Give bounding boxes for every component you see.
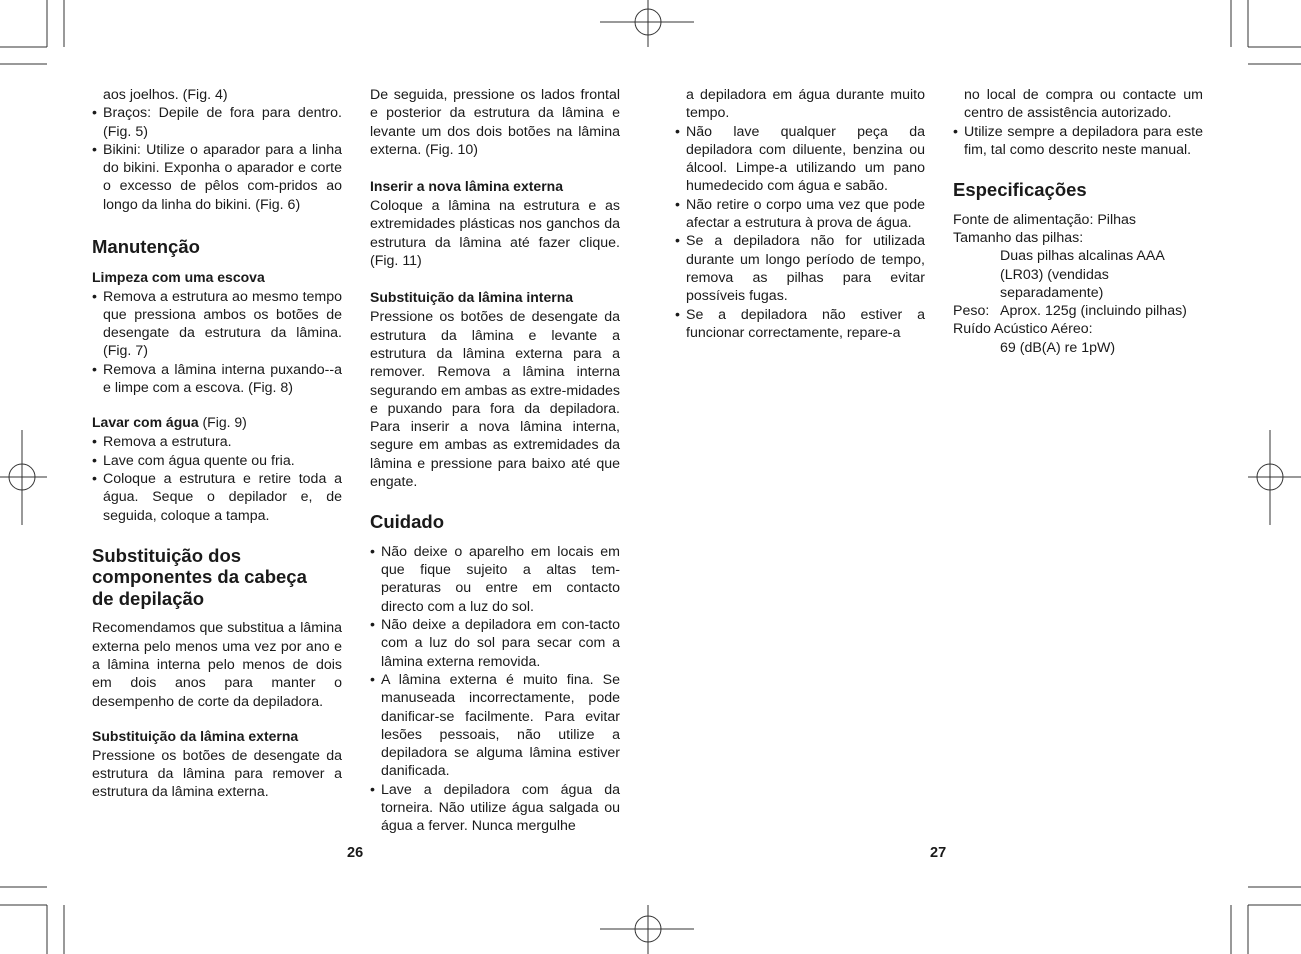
heading-caution: Cuidado [370,511,444,533]
list-item: • A lâmina externa é muito fina. Se manuseada incorrectamente, pode danificar-se facilmente. Para evitar lesões pessoais, não utilize a depiladora se alguma lâmina estiver danificada. [370,671,620,781]
heading-maintenance: Manutenção [92,236,200,258]
column-2 [370,86,620,836]
list-item: • Lave com água quente ou fria. [92,452,342,470]
list-item: • Não retire o corpo uma vez que pode afectar a estrutura à prova de água. [675,196,925,233]
subheading-water-label: Lavar com água [92,414,199,431]
list-item: • Bikini: Utilize o aparador para a linha do bikini. Exponha o aparador e corte o excesso de pêlos com-pridos ao longo da linha do bikini. (Fig. 6) [92,141,342,214]
caution-bullet-list-3 [953,123,1203,160]
list-item: • Se a depiladora não for utilizada durante um longo período de tempo, remova as pilhas para evitar possíveis fugas. [675,232,925,305]
heading-specifications: Especificações [953,179,1087,201]
outer-blade-paragraph: Pressione os botões de desengate da estrutura da lâmina para remover a estrutura da lâmina externa. [92,747,342,801]
outer-blade-continued: De seguida, pressione os lados frontal e posterior da estrutura da lâmina e levante um dos dois botões na lâmina externa. (Fig. 10) [370,87,620,158]
spec-weight-value: Aprox. 125g (incluindo pilhas) [1000,303,1187,320]
list-item: • Se a depiladora não estiver a funcionar correctamente, repare-a [675,306,925,343]
list-item: • Não deixe o aparelho em locais em que fique sujeito a altas tem-peraturas ou entre em contacto directo com a luz do sol. [370,543,620,616]
list-item: • Remova a lâmina interna puxando--a e limpe com a escova. (Fig. 8) [92,361,342,398]
intro-bullet-list [92,104,342,214]
spec-battery-label: Tamanho das pilhas: [953,229,1084,246]
list-item: • Remova a estrutura ao mesmo tempo que pressiona ambos os botões de desengate da estrutura da lâmina. (Fig. 7) [92,288,342,361]
caution-continued: a depiladora em água durante muito tempo. [686,87,925,122]
subheading-outer-blade: Substituição da lâmina externa [92,727,299,744]
spec-battery-value: Duas pilhas alcalinas AAA (LR03) (vendidas separadamente) [1000,248,1165,301]
caution-bullet-list-2 [675,123,925,343]
spec-power: Fonte de alimentação: Pilhas [953,211,1136,228]
list-item: • Não deixe a depiladora em con-tacto com a luz do sol para secar com a lâmina externa removida. [370,616,620,671]
list-item: • Coloque a estrutura e retire toda a água. Seque o depilador e, de seguida, coloque a tampa. [92,470,342,525]
brush-bullet-list [92,288,342,398]
caution-continued-2: no local de compra ou contacte um centro de assistência autorizado. [964,87,1203,122]
spec-weight-label: Peso: [953,303,990,320]
replacement-paragraph: Recomendamos que substitua a lâmina externa pelo menos uma vez por ano e a lâmina interna pelo menos de dois em dois anos para manter o desempenho de corte da depiladora. [92,620,342,710]
subheading-brush: Limpeza com uma escova [92,268,265,285]
spec-noise-label: Ruído Acústico Aéreo: [953,321,1093,338]
column-4 [953,86,1203,357]
spec-noise-value: 69 (dB(A) re 1pW) [1000,339,1116,356]
list-item: • Remova a estrutura. [92,433,342,451]
list-item: • Lave a depiladora com água da torneira. Não utilize água salgada ou água a ferver. Nunca mergulhe [370,781,620,836]
intro-line: aos joelhos. (Fig. 4) [103,87,228,103]
page-number-right: 27 [930,845,947,861]
water-bullet-list [92,433,342,524]
subheading-inner-blade: Substituição da lâmina interna [370,289,574,306]
spec-weight [953,302,1203,320]
subheading-water-fig: (Fig. 9) [198,414,247,431]
page-number-left: 26 [347,845,364,861]
subheading-insert-outer: Inserir a nova lâmina externa [370,178,563,195]
list-item: • Utilize sempre a depiladora para este fim, tal como descrito neste manual. [953,123,1203,160]
list-item: • Braços: Depile de fora para dentro. (Fig. 5) [92,104,342,141]
list-item: • Não lave qualquer peça da depiladora com diluente, benzina ou álcool. Limpe-a utilizando um pano humedecido com água e sabão. [675,123,925,196]
caution-bullet-list [370,543,620,836]
subheading-water [92,413,342,431]
inner-blade-paragraph: Pressione os botões de desengate da estrutura da lâmina e levante a estrutura da lâmina externa para a remover. Remova a lâmina interna segurando em ambas as extre-midades e puxando para fora da depiladora. Para inserir a nova lâmina interna, segure em ambas as extremidades da lâmina e pressione para baixo até que engate. [370,309,620,491]
column-1 [92,86,342,802]
column-3 [675,86,925,342]
heading-replacement: Substituição dos componentes da cabeça de depilação [92,544,307,609]
insert-outer-paragraph: Coloque a lâmina na estrutura e as extremidades plásticas nos ganchos da estrutura da lâmina até fazer clique. (Fig. 11) [370,198,620,270]
